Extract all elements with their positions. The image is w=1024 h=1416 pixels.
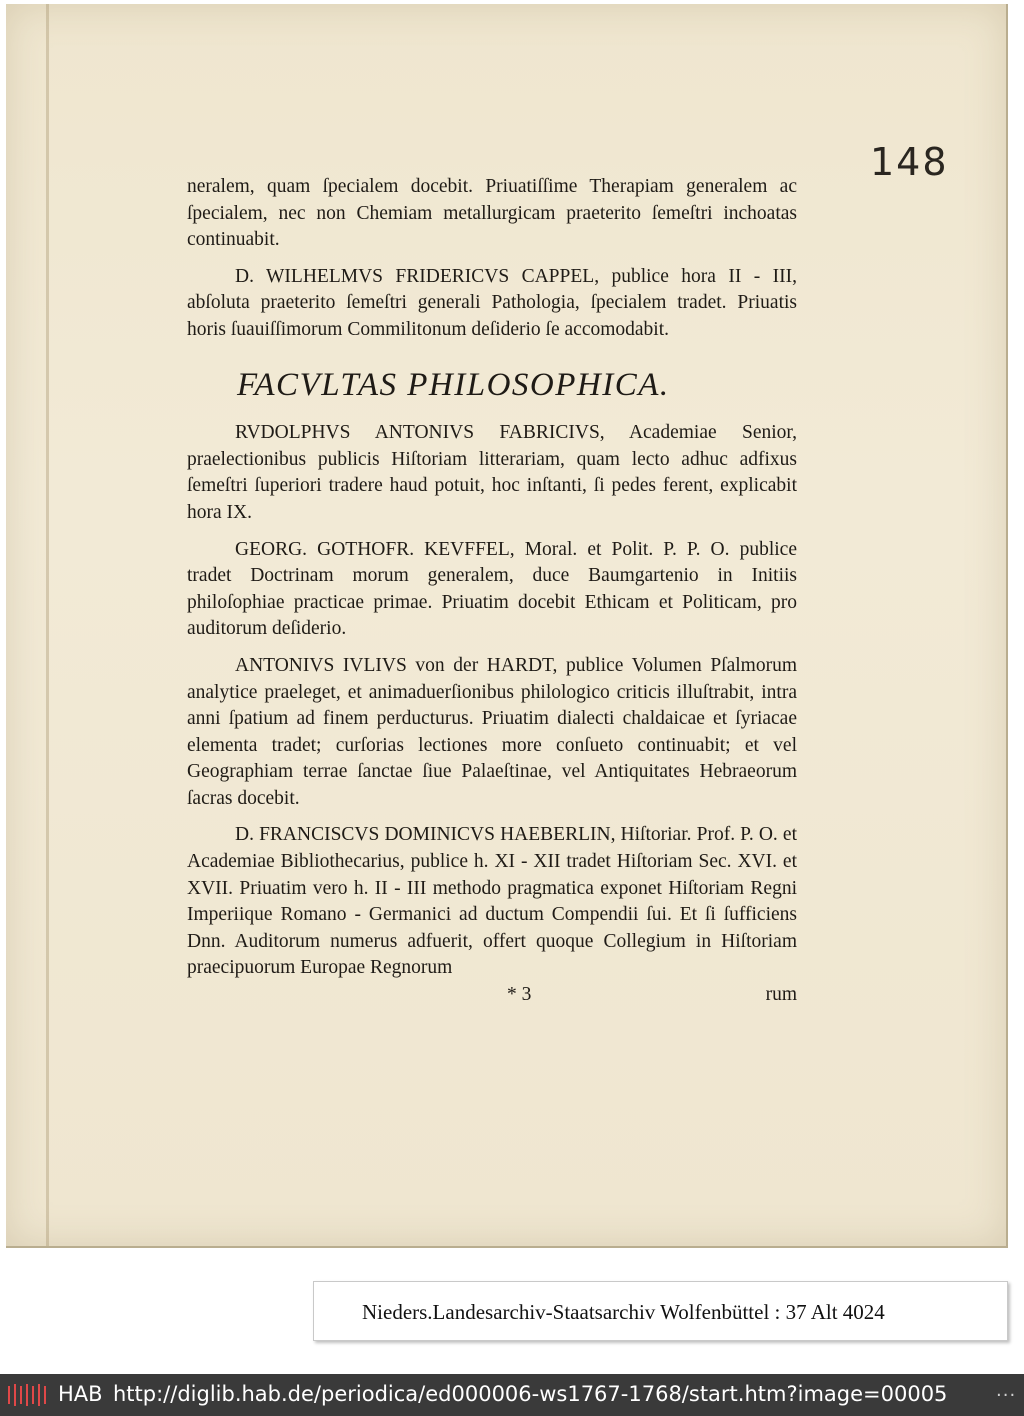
footer-url-link[interactable]: http://diglib.hab.de/periodica/ed000006-ws1767-1768/start.htm?image=00005 bbox=[113, 1382, 948, 1406]
archive-label-text: Nieders.Landesarchiv-Staatsarchiv Wolfenbüttel : 37 Alt 4024 bbox=[362, 1300, 885, 1324]
paragraph-fabricius: RVDOLPHVS ANTONIVS FABRICIVS, Academiae Senior, praelectionibus publicis Hiſtoriam litterariam, quam lecto adhuc adfixus ſemeſtri ſuperiori tradere haud potuit, hoc inſtanti, ſi pedes ferent, explicabit hora IX. bbox=[187, 422, 797, 523]
archive-label bbox=[313, 1281, 1008, 1341]
signature-mark: * 3 bbox=[507, 984, 532, 1006]
document-page bbox=[6, 4, 1008, 1248]
more-icon[interactable]: ... bbox=[996, 1380, 1017, 1401]
paragraph-cappel: D. WILHELMVS FRIDERICVS CAPPEL, publice hora II - III, abſoluta praeterito ſemeſtri generali Pathologia, ſpecialem tradet. Priuatis horis ſuauiſſimorum Commilitonum deſiderio ſe accomodabit. bbox=[187, 265, 797, 340]
page-footer-line bbox=[187, 982, 797, 1008]
page-text bbox=[187, 174, 797, 1008]
hab-logo-icon bbox=[6, 1382, 52, 1408]
paragraph-medicina-continuation: neralem, quam ſpecialem docebit. Priuatiſſime Therapiam generalem ac ſpecialem, nec non Chemiam metallurgicam praeterito ſemeſtri inchoatas continuabit. bbox=[187, 176, 797, 251]
viewer-footer-bar bbox=[0, 1374, 1024, 1416]
page-fold bbox=[46, 4, 49, 1246]
page-number: 148 bbox=[870, 140, 949, 184]
section-heading: FACVLTAS PHILOSOPHICA. bbox=[237, 366, 670, 403]
footer-brand: HAB bbox=[58, 1382, 103, 1406]
catchword: rum bbox=[765, 984, 797, 1006]
paragraph-keuffel: GEORG. GOTHOFR. KEVFFEL, Moral. et Polit. P. P. O. publice tradet Doctrinam morum generalem, duce Baumgartenio in Initiis philoſophiae practicae primae. Priuatim docebit Ethicam et Politicam, pro auditorum deſiderio. bbox=[187, 538, 797, 640]
paragraph-haeberlin: D. FRANCISCVS DOMINICVS HAEBERLIN, Hiſtoriar. Prof. P. O. et Academiae Bibliothecarius, publice h. XI - XII tradet Hiſtoriam Sec. XVI. et XVII. Priuatim vero h. II - III methodo pragmatica exponet Hiſtoriam Regni Imperiique Romano - Germanici ad ductum Compendii ſui. Et ſi ſufficiens Dnn. Auditorum numerus adfuerit, offert quoque Collegium in Hiſtoriam praecipuorum Europae Regnorum bbox=[187, 824, 797, 979]
paragraph-von-der-hardt: ANTONIVS IVLIVS von der HARDT, publice Volumen Pſalmorum analytice praeleget, et animaduerſionibus philologico criticis illuſtrabit, intra anni ſpatium ad finem perducturus. Priuatim dialecti chaldaicae et ſyriacae elementa tradet; curſorias lectiones more conſueto continuabit; et vel Geographiam terrae ſanctae ſiue Palaeſtinae, vel Antiquitates Hebraeorum ſacras docebit. bbox=[187, 654, 797, 809]
